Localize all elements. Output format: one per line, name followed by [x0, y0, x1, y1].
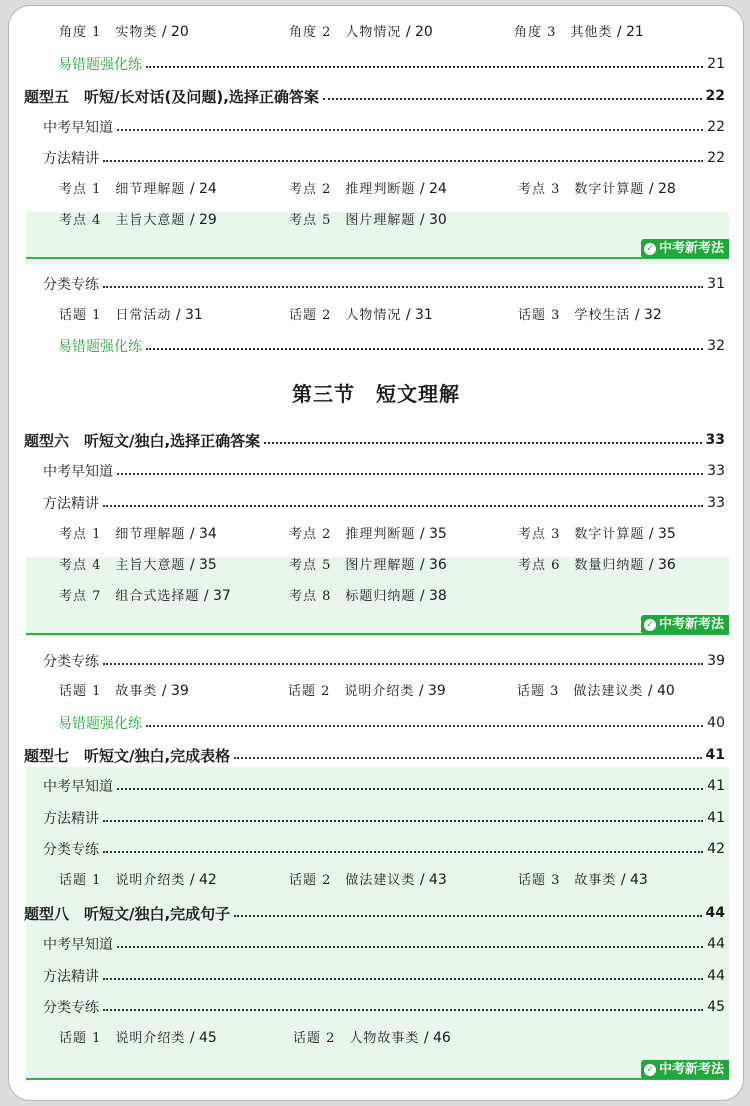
divider-line [26, 1078, 729, 1080]
toc-subentry[interactable]: 话题 2 人物故事类 / 46 [293, 1030, 451, 1046]
toc-subentry[interactable]: 考点 6 数量归纳题 / 36 [518, 557, 676, 573]
toc-entry[interactable]: 中考早知道 22 [43, 119, 725, 136]
toc-subentry[interactable]: 考点 1 细节理解题 / 34 [59, 526, 217, 542]
toc-entry[interactable]: 分类专练 31 [43, 276, 725, 293]
toc-subentry[interactable]: 话题 2 说明介绍类 / 39 [288, 683, 446, 699]
toc-subentry[interactable]: 话题 1 说明介绍类 / 45 [59, 1030, 217, 1046]
toc-subentry[interactable]: 话题 3 故事类 / 43 [518, 872, 648, 888]
toc-entry[interactable]: 中考早知道 33 [43, 463, 725, 480]
new-exam-badge: ✓ 中考新考法 [641, 1060, 729, 1079]
toc-entry[interactable]: 方法精讲 22 [43, 150, 725, 167]
toc-entry[interactable]: 中考早知道 41 [43, 778, 725, 795]
toc-entry-practice[interactable]: 易错题强化练 21 [58, 56, 725, 73]
toc-subentry[interactable]: 考点 7 组合式选择题 / 37 [59, 588, 231, 604]
toc-subentry[interactable]: 话题 1 故事类 / 39 [59, 683, 189, 699]
toc-subentry[interactable]: 话题 2 人物情况 / 31 [289, 307, 433, 323]
toc-subentry[interactable]: 话题 3 学校生活 / 32 [518, 307, 662, 323]
toc-entry[interactable]: 分类专练 39 [43, 653, 725, 670]
toc-entry[interactable]: 分类专练 42 [43, 841, 725, 858]
toc-subentry[interactable]: 考点 3 数字计算题 / 35 [518, 526, 676, 542]
toc-subentry[interactable]: 角度 3 其他类 / 21 [514, 24, 644, 40]
toc-entry[interactable]: 方法精讲 41 [43, 810, 725, 827]
toc-subentry[interactable]: 角度 2 人物情况 / 20 [289, 24, 433, 40]
toc-entry[interactable]: 方法精讲 44 [43, 968, 725, 985]
toc-subentry[interactable]: 话题 2 做法建议类 / 43 [289, 872, 447, 888]
pin-icon: ✓ [644, 243, 656, 255]
toc-subentry[interactable]: 考点 2 推理判断题 / 24 [289, 181, 447, 197]
toc-subentry[interactable]: 话题 3 做法建议类 / 40 [517, 683, 675, 699]
toc-entry-type6[interactable]: 题型六 听短文/独白,选择正确答案 33 [24, 431, 725, 450]
toc-subentry[interactable]: 考点 4 主旨大意题 / 35 [59, 557, 217, 573]
toc-subentry[interactable]: 考点 1 细节理解题 / 24 [59, 181, 217, 197]
pin-icon: ✓ [644, 1064, 656, 1076]
toc-entry-type7[interactable]: 题型七 听短文/独白,完成表格 41 [24, 746, 725, 765]
toc-subentry[interactable]: 角度 1 实物类 / 20 [59, 24, 189, 40]
divider-line [26, 257, 729, 259]
toc-entry-type5[interactable]: 题型五 听短/长对话(及问题),选择正确答案 22 [24, 87, 725, 106]
toc-subentry[interactable]: 考点 4 主旨大意题 / 29 [59, 212, 217, 228]
toc-entry-type8[interactable]: 题型八 听短文/独白,完成句子 44 [24, 904, 725, 923]
pin-icon: ✓ [644, 619, 656, 631]
toc-entry[interactable]: 分类专练 45 [43, 999, 725, 1016]
section-title: 第三节 短文理解 [292, 382, 460, 406]
toc-entry-practice[interactable]: 易错题强化练 32 [58, 338, 725, 355]
new-exam-badge: ✓ 中考新考法 [641, 239, 729, 258]
toc-subentry[interactable]: 考点 5 图片理解题 / 30 [289, 212, 447, 228]
divider-line [26, 633, 729, 635]
toc-page [8, 5, 744, 1101]
toc-subentry[interactable]: 话题 1 日常活动 / 31 [59, 307, 203, 323]
toc-entry[interactable]: 方法精讲 33 [43, 495, 725, 512]
toc-subentry[interactable]: 考点 2 推理判断题 / 35 [289, 526, 447, 542]
toc-subentry[interactable]: 话题 1 说明介绍类 / 42 [59, 872, 217, 888]
new-exam-badge: ✓ 中考新考法 [641, 615, 729, 634]
toc-entry[interactable]: 中考早知道 44 [43, 936, 725, 953]
toc-subentry[interactable]: 考点 3 数字计算题 / 28 [518, 181, 676, 197]
toc-subentry[interactable]: 考点 5 图片理解题 / 36 [289, 557, 447, 573]
toc-entry-practice[interactable]: 易错题强化练 40 [58, 715, 725, 732]
toc-subentry[interactable]: 考点 8 标题归纳题 / 38 [289, 588, 447, 604]
